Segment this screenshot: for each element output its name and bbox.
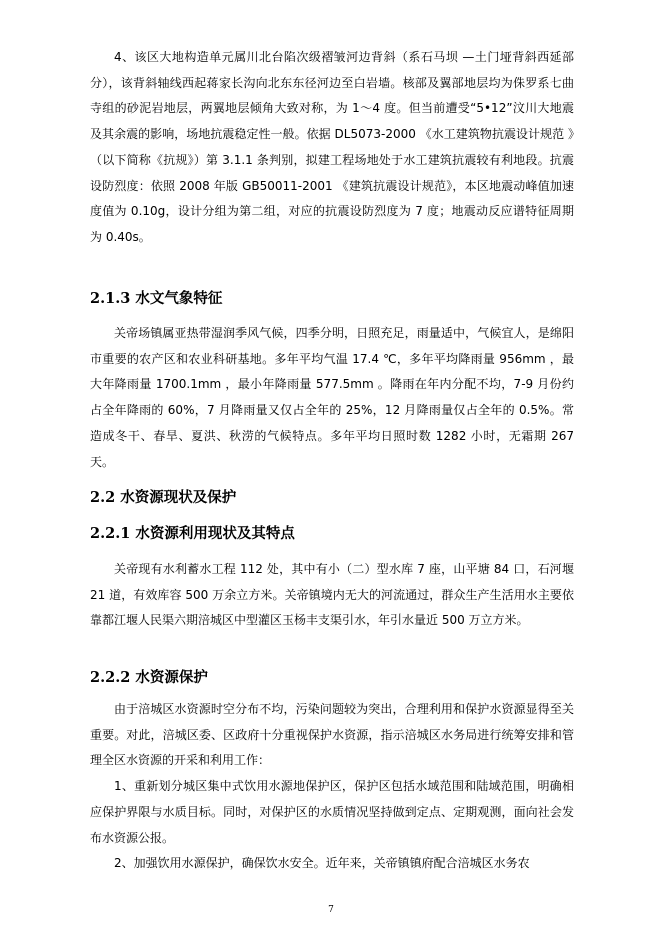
paragraph-item-2: 2、加强饮用水源保护，确保饮水安全。近年来，关帝镇镇府配合涪城区水务农: [114, 856, 530, 871]
climate-section: [90, 321, 574, 475]
paragraph-climate: 关帝场镇属亚热带湿润季风气候，四季分明，日照充足，雨量适中，气候宜人，是绵阳市重要的农产区和农业科研基地。多年平均气温 17.4 ℃，多年平均降雨量 956mm ，最大年降雨量 1700.1mm ，最小年降雨量 577.5mm 。降雨在年内分配不均，7-9 月份约占全年降雨的 60%，7 月降雨量又仅占全年的 25%，12 月降雨量仅占全年的 0.5%。常造成冬干、春旱、夏洪、秋涝的气候特点。多年平均日照时数 1282 小时，无霜期 267 天。: [90, 326, 574, 469]
heading-2-1-3: 2.1.3 水文气象特征: [90, 290, 223, 307]
heading-2-2-1: 2.2.1 水资源利用现状及其特点: [90, 525, 295, 542]
paragraph-item-1: 1、重新划分城区集中式饮用水源地保护区，保护区包括水域范围和陆域范围，明确相应保护界限与水质目标。同时，对保护区的水质情况坚持做到定点、定期观测，面向社会发布水资源公报。: [90, 779, 574, 845]
page-number: 7: [328, 905, 334, 915]
geology-section: [90, 45, 574, 251]
paragraph-protection-intro: 由于涪城区水资源时空分布不均，污染问题较为突出，合理利用和保护水资源显得至关重要。对此，涪城区委、区政府十分重视保护水资源，指示涪城区水务局进行统筹安排和管理全区水资源的开采和利用工作：: [90, 702, 574, 768]
heading-2-2: 2.2 水资源现状及保护: [90, 489, 237, 506]
protection-section: [90, 697, 574, 877]
paragraph-geology: 4、该区大地构造单元属川北台陷次级褶皱河边背斜（系石马坝 —土门垭背斜西延部分），该背斜轴线西起蒋家长沟向北东东径河边至白岩墙。核部及翼部地层均为侏罗系七曲寺组的砂泥岩地层，两翼地层倾角大致对称，为 1～4 度。但当前遭受“5•12”汶川大地震及其余震的影响，场地抗震稳定性一般。依据 DL5073-2000 《水工建筑物抗震设计规范 》（以下简称《抗规》）第 3.1.1 条判别，拟建工程场地处于水工建筑抗震较有利地段。抗震设防烈度：依照 2008 年版 GB50011-2001 《建筑抗震设计规范》，本区地震动峰值加速度值为 0.10g，设计分组为第二组，对应的抗震设防烈度为 7 度；地震动反应谱特征周期为 0.40s。: [90, 50, 574, 244]
heading-2-2-2: 2.2.2 水资源保护: [90, 669, 208, 686]
water-use-section: [90, 557, 574, 634]
paragraph-water-use: 关帝现有水利蓄水工程 112 处，其中有小（二）型水库 7 座，山平塘 84 口，石河堰 21 道，有效库容 500 万余立方米。关帝镇境内无大的河流通过，群众生产生活用水主要依靠都江堰人民渠六期涪城区中型灌区玉杨丰支渠引水，年引水量近 500 万立方米。: [90, 562, 574, 628]
